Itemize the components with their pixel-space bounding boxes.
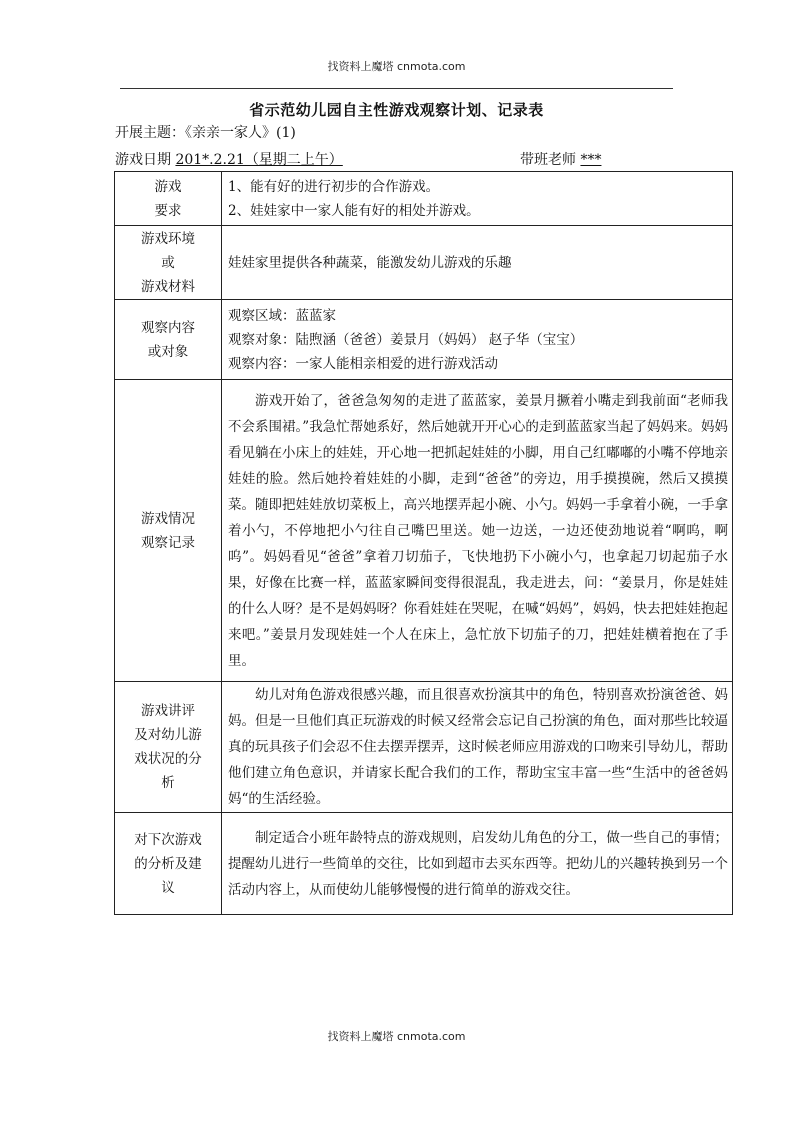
teacher-value: *** (580, 152, 602, 168)
row-label (115, 813, 222, 915)
content-line: 观察区域：蓝蓝家 (228, 307, 336, 324)
label-line: 游戏情况 (141, 510, 195, 527)
date-value: 201*.2.21（星期二上午） (175, 152, 343, 168)
table-row-observation-target (115, 300, 733, 380)
content-line: 2、娃娃家中一家人能有好的相处并游戏。 (228, 202, 480, 219)
row-label (115, 172, 222, 226)
header-divider (120, 88, 673, 89)
row-content (222, 300, 733, 380)
header-watermark: 找资料上魔塔 cnmota.com (327, 60, 466, 73)
label-line: 观察记录 (141, 534, 195, 551)
label-line: 观察内容 (141, 319, 195, 336)
label-line: 游戏讲评 (141, 703, 195, 719)
label-line: 的分析及建 (134, 855, 202, 872)
theme-label: 开展主题： (115, 125, 185, 141)
label-line: 要求 (154, 202, 182, 219)
theme-line (115, 124, 296, 142)
table-row-next-suggestions (115, 813, 733, 915)
content-paragraph: 游戏开始了，爸爸急匆匆的走进了蓝蓝家，姜景月撅着小嘴走到我前面“老师我不会系围裙。”我急忙帮她系好，然后她就开开心心的走到蓝蓝家当起了妈妈来。妈妈看见躺在小床上的娃娃，开心地一把抓起娃娃的小脚，用自己红嘟嘟的小嘴不停地亲娃娃的脸。然后她拎着娃娃的小脚，走到“爸爸”的旁边，用手摸摸碗，然后又摸摸菜。随即把娃娃放切菜板上，高兴地摆弄起小碗、小勺。妈妈一手拿着小碗，一手拿着小勺，不停地把小勺往自己嘴巴里送。她一边送，一边还使劲地说着“啊呜，啊呜”。妈妈看见“爸爸”拿着刀切茄子，飞快地扔下小碗小勺，也拿起刀切起茄子水果，好像在比赛一样，蓝蓝家瞬间变得很混乱，我走进去，问：“姜景月，你是娃娃的什么人呀？是不是妈妈呀？你看娃娃在哭呢，在喊“妈妈”，妈妈，快去把娃娃抱起来吧。”姜景月发现娃娃一个人在床上，急忙放下切茄子的刀，把娃娃横着抱在了手里。 (228, 392, 728, 669)
table-row-materials (115, 226, 733, 300)
row-content (222, 682, 733, 813)
content-line: 观察内容：一家人能相亲相爱的进行游戏活动 (228, 355, 498, 372)
row-label (115, 380, 222, 682)
table-row-requirements (115, 172, 733, 226)
row-content (222, 813, 733, 915)
label-line: 戏状况的分 (134, 751, 202, 767)
table-row-observation-record (115, 380, 733, 682)
row-label (115, 682, 222, 813)
row-content (222, 380, 733, 682)
teacher-label: 带班老师 (520, 152, 581, 168)
row-content (222, 226, 733, 300)
label-line: 游戏材料 (141, 278, 195, 295)
label-line: 或 (161, 254, 175, 271)
theme-value: 《亲亲一家人》(1) (185, 125, 296, 141)
date-line (115, 151, 735, 169)
label-line: 析 (161, 775, 175, 791)
label-line: 游戏 (154, 178, 182, 195)
footer-watermark: 找资料上魔塔 cnmota.com (327, 1030, 466, 1043)
content-line: 观察对象：陆煦涵（爸爸）姜景月（妈妈） 赵子华（宝宝） (228, 331, 584, 348)
date-label: 游戏日期 (115, 152, 176, 168)
row-label (115, 226, 222, 300)
content-line: 娃娃家里提供各种蔬菜，能激发幼儿游戏的乐趣 (228, 254, 512, 271)
table-row-evaluation (115, 682, 733, 813)
document-title: 省示范幼儿园自主性游戏观察计划、记录表 (249, 101, 544, 119)
content-paragraph: 幼儿对角色游戏很感兴趣，而且很喜欢扮演其中的角色，特别喜欢扮演爸爸、妈妈。但是一旦他们真正玩游戏的时候又经常会忘记自己扮演的角色，面对那些比较逼真的玩具孩子们会忍不住去摆弄摆弄，这时候老师应用游戏的口吻来引导幼儿，帮助他们建立角色意识，并请家长配合我们的工作，帮助宝宝丰富一些“生活中的爸爸妈妈“的生活经验。 (228, 687, 728, 807)
content-line: 1、能有好的进行初步的合作游戏。 (228, 178, 440, 195)
label-line: 或对象 (147, 343, 189, 360)
label-line: 对下次游戏 (134, 831, 202, 848)
record-table (114, 171, 733, 915)
content-paragraph: 制定适合小班年龄特点的游戏规则，启发幼儿角色的分工，做一些自己的事情；提醒幼儿进行一些简单的交往，比如到超市去买东西等。把幼儿的兴趣转换到另一个活动内容上，从而使幼儿能够慢慢的进行简单的游戏交往。 (228, 829, 728, 898)
row-content (222, 172, 733, 226)
label-line: 游戏环境 (141, 230, 195, 247)
teacher-field (520, 151, 601, 169)
row-label (115, 300, 222, 380)
label-line: 议 (161, 879, 175, 896)
label-line: 及对幼儿游 (134, 727, 202, 743)
